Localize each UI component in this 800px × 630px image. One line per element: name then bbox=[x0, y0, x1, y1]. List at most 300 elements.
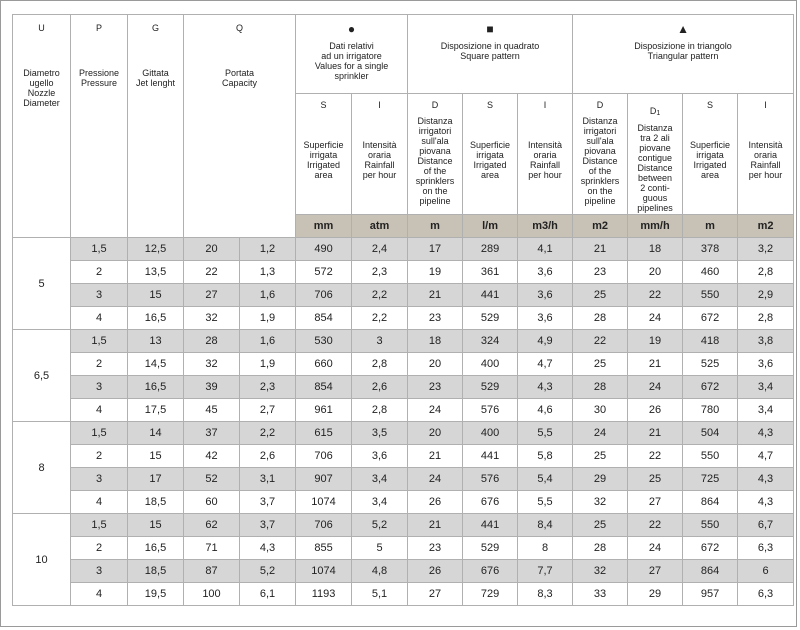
header-jet-length bbox=[128, 15, 184, 238]
table-cell: 854 bbox=[296, 307, 352, 330]
table-cell: 2,2 bbox=[352, 284, 408, 307]
table-cell: 24 bbox=[628, 537, 683, 560]
subcolumn-letter: I bbox=[764, 100, 767, 110]
table-cell: 529 bbox=[463, 537, 518, 560]
table-cell: 2 bbox=[71, 261, 128, 284]
square-pattern-label bbox=[408, 41, 572, 61]
table-cell: 24 bbox=[628, 307, 683, 330]
table-cell: 22 bbox=[184, 261, 240, 284]
table-cell: 26 bbox=[408, 491, 463, 514]
subcolumn-letter: S bbox=[320, 100, 327, 110]
table-cell: 20 bbox=[408, 422, 463, 445]
table-cell: 4,8 bbox=[352, 560, 408, 583]
table-cell: 8 bbox=[518, 537, 573, 560]
table-row bbox=[13, 284, 794, 307]
subcolumn-description bbox=[296, 140, 351, 180]
label-line: oraria bbox=[368, 150, 392, 160]
table-row bbox=[13, 583, 794, 606]
table-cell: 3 bbox=[71, 468, 128, 491]
circle-icon: ● bbox=[347, 22, 356, 36]
subcolumn-letter: S bbox=[707, 100, 714, 110]
label-line: per hour bbox=[528, 170, 562, 180]
table-cell: 24 bbox=[408, 399, 463, 422]
label-line: Distanza bbox=[637, 123, 673, 133]
label-line: Triangular pattern bbox=[647, 51, 719, 61]
table-cell: 529 bbox=[463, 307, 518, 330]
table-cell: 19 bbox=[408, 261, 463, 284]
table-row bbox=[13, 399, 794, 422]
table-cell: 576 bbox=[463, 399, 518, 422]
table-cell: 1,9 bbox=[240, 353, 296, 376]
table-cell: 20 bbox=[628, 261, 683, 284]
table-cell: 26 bbox=[628, 399, 683, 422]
header-triangular-pattern bbox=[573, 15, 794, 94]
nozzle-diameter-cell: 6,5 bbox=[13, 330, 71, 422]
table-cell: 864 bbox=[683, 560, 738, 583]
table-cell: 24 bbox=[628, 376, 683, 399]
label-line: oraria bbox=[533, 150, 557, 160]
table-cell: 28 bbox=[184, 330, 240, 353]
table-cell: 19,5 bbox=[128, 583, 184, 606]
table-cell: 4,9 bbox=[518, 330, 573, 353]
square-icon: ■ bbox=[486, 22, 494, 36]
subheader-i-4 bbox=[518, 94, 573, 215]
table-cell: 23 bbox=[408, 376, 463, 399]
table-cell: 4 bbox=[71, 307, 128, 330]
label-line: piovane bbox=[639, 143, 671, 153]
table-cell: 12,5 bbox=[128, 238, 184, 261]
table-cell: 855 bbox=[296, 537, 352, 560]
table-cell: 3 bbox=[71, 284, 128, 307]
label-line: on the bbox=[422, 186, 448, 196]
table-cell: 21 bbox=[573, 238, 628, 261]
table-cell: 21 bbox=[408, 284, 463, 307]
table-row bbox=[13, 445, 794, 468]
subcolumn-description bbox=[683, 140, 737, 180]
table-cell: 4,7 bbox=[518, 353, 573, 376]
table-cell: 676 bbox=[463, 491, 518, 514]
unit-cell: m3/h bbox=[518, 215, 573, 238]
table-cell: 1,5 bbox=[71, 514, 128, 537]
label-line: sprinkler bbox=[334, 71, 369, 81]
table-cell: 13,5 bbox=[128, 261, 184, 284]
table-cell: 6,7 bbox=[738, 514, 794, 537]
unit-cell: m2 bbox=[738, 215, 794, 238]
label-line: piovana bbox=[419, 146, 451, 156]
table-cell: 550 bbox=[683, 284, 738, 307]
table-cell: 3,4 bbox=[352, 491, 408, 514]
label-line: Values for a single bbox=[314, 61, 389, 71]
nozzle-diameter-label bbox=[13, 68, 70, 108]
table-cell: 39 bbox=[184, 376, 240, 399]
table-cell: 22 bbox=[628, 514, 683, 537]
label-line: guous bbox=[642, 193, 668, 203]
table-row bbox=[13, 560, 794, 583]
nozzle-diameter-cell: 8 bbox=[13, 422, 71, 514]
subheader-s-0 bbox=[296, 94, 352, 215]
unit-cell: m bbox=[683, 215, 738, 238]
table-cell: 2,2 bbox=[352, 307, 408, 330]
table-cell: 4,3 bbox=[240, 537, 296, 560]
table-cell: 3,5 bbox=[352, 422, 408, 445]
table-row bbox=[13, 261, 794, 284]
table-cell: 418 bbox=[683, 330, 738, 353]
subheader-s-3 bbox=[463, 94, 518, 215]
table-cell: 1,9 bbox=[240, 307, 296, 330]
subcolumn-letter: S bbox=[487, 100, 494, 110]
table-cell: 2 bbox=[71, 445, 128, 468]
table-cell: 504 bbox=[683, 422, 738, 445]
table-cell: 21 bbox=[628, 422, 683, 445]
table-cell: 42 bbox=[184, 445, 240, 468]
table-cell: 27 bbox=[184, 284, 240, 307]
table-cell: 3,8 bbox=[738, 330, 794, 353]
table-cell: 32 bbox=[573, 560, 628, 583]
table-cell: 4,7 bbox=[738, 445, 794, 468]
table-cell: 1074 bbox=[296, 491, 352, 514]
table-row bbox=[13, 238, 794, 261]
label-line: of the bbox=[588, 166, 612, 176]
table-cell: 4,3 bbox=[738, 491, 794, 514]
header-single-sprinkler bbox=[296, 15, 408, 94]
label-line: pipeline bbox=[584, 196, 616, 206]
table-cell: 33 bbox=[573, 583, 628, 606]
label-line: Dati relativi bbox=[329, 41, 374, 51]
table-row bbox=[13, 307, 794, 330]
table-cell: 5,4 bbox=[518, 468, 573, 491]
label-line: Portata bbox=[224, 68, 255, 78]
table-cell: 25 bbox=[573, 284, 628, 307]
table-cell: 615 bbox=[296, 422, 352, 445]
table-cell: 23 bbox=[573, 261, 628, 284]
label-line: Irrigated bbox=[307, 160, 341, 170]
pressure-label bbox=[71, 68, 127, 88]
label-line: between bbox=[638, 173, 673, 183]
table-cell: 5,5 bbox=[518, 491, 573, 514]
table-cell: 4,3 bbox=[518, 376, 573, 399]
table-cell: 3 bbox=[352, 330, 408, 353]
table-cell: 1,5 bbox=[71, 238, 128, 261]
table-cell: 20 bbox=[408, 353, 463, 376]
table-cell: 2,7 bbox=[240, 399, 296, 422]
table-cell: 2 bbox=[71, 537, 128, 560]
table-cell: 961 bbox=[296, 399, 352, 422]
label-line: Superficie bbox=[470, 140, 511, 150]
table-cell: 14,5 bbox=[128, 353, 184, 376]
table-cell: 21 bbox=[408, 445, 463, 468]
table-cell: 16,5 bbox=[128, 376, 184, 399]
table-cell: 32 bbox=[573, 491, 628, 514]
label-line: on the bbox=[587, 186, 613, 196]
table-cell: 1,6 bbox=[240, 284, 296, 307]
table-cell: 15 bbox=[128, 284, 184, 307]
subheader-i-8 bbox=[738, 94, 794, 215]
label-line: Diameter bbox=[23, 98, 60, 108]
table-cell: 27 bbox=[628, 491, 683, 514]
table-cell: 18 bbox=[628, 238, 683, 261]
subcolumn-description bbox=[352, 140, 407, 180]
table-cell: 400 bbox=[463, 422, 518, 445]
table-cell: 1,5 bbox=[71, 330, 128, 353]
subcolumn-letter: I bbox=[378, 100, 381, 110]
table-cell: 32 bbox=[184, 353, 240, 376]
table-cell: 1,3 bbox=[240, 261, 296, 284]
table-cell: 24 bbox=[573, 422, 628, 445]
table-cell: 6 bbox=[738, 560, 794, 583]
table-row bbox=[13, 422, 794, 445]
table-cell: 2,4 bbox=[352, 238, 408, 261]
table-cell: 672 bbox=[683, 307, 738, 330]
subcolumn-letter: D bbox=[431, 100, 439, 110]
subheader-d-6 bbox=[628, 94, 683, 215]
label-line: Disposizione in triangolo bbox=[634, 41, 732, 51]
table-cell: 2,6 bbox=[240, 445, 296, 468]
label-line: Nozzle bbox=[27, 88, 56, 98]
column-letter-u: U bbox=[38, 23, 45, 33]
label-line: irrigata bbox=[696, 150, 724, 160]
table-cell: 3,7 bbox=[240, 491, 296, 514]
table-cell: 490 bbox=[296, 238, 352, 261]
table-cell: 6,1 bbox=[240, 583, 296, 606]
subcolumn-description bbox=[628, 123, 682, 213]
capacity-label bbox=[184, 68, 295, 88]
label-line: sull'ala bbox=[586, 136, 614, 146]
label-line: sprinklers bbox=[580, 176, 620, 186]
table-cell: 660 bbox=[296, 353, 352, 376]
label-line: irrigatori bbox=[583, 126, 617, 136]
table-cell: 3 bbox=[71, 376, 128, 399]
nozzle-diameter-cell: 5 bbox=[13, 238, 71, 330]
table-cell: 460 bbox=[683, 261, 738, 284]
table-cell: 864 bbox=[683, 491, 738, 514]
label-line: Rainfall bbox=[364, 160, 395, 170]
table-cell: 27 bbox=[628, 560, 683, 583]
subcolumn-letter: D bbox=[596, 100, 604, 110]
table-cell: 706 bbox=[296, 514, 352, 537]
table-cell: 87 bbox=[184, 560, 240, 583]
table-cell: 21 bbox=[628, 353, 683, 376]
table-cell: 7,7 bbox=[518, 560, 573, 583]
jet-length-label bbox=[128, 68, 183, 88]
table-cell: 4 bbox=[71, 583, 128, 606]
table-cell: 441 bbox=[463, 284, 518, 307]
table-cell: 1,6 bbox=[240, 330, 296, 353]
table-cell: 25 bbox=[573, 353, 628, 376]
table-cell: 62 bbox=[184, 514, 240, 537]
table-cell: 71 bbox=[184, 537, 240, 560]
table-cell: 3,7 bbox=[240, 514, 296, 537]
table-cell: 4,1 bbox=[518, 238, 573, 261]
table-cell: 3,4 bbox=[738, 376, 794, 399]
table-cell: 18 bbox=[408, 330, 463, 353]
table-cell: 550 bbox=[683, 514, 738, 537]
table-cell: 28 bbox=[573, 307, 628, 330]
table-row bbox=[13, 376, 794, 399]
label-line: irrigata bbox=[309, 150, 338, 160]
table-cell: 289 bbox=[463, 238, 518, 261]
table-cell: 3,6 bbox=[738, 353, 794, 376]
table-cell: 3,1 bbox=[240, 468, 296, 491]
table-cell: 957 bbox=[683, 583, 738, 606]
table-cell: 28 bbox=[573, 537, 628, 560]
table-cell: 19 bbox=[628, 330, 683, 353]
subheader-i-1 bbox=[352, 94, 408, 215]
table-cell: 16,5 bbox=[128, 537, 184, 560]
label-line: Pressione bbox=[78, 68, 120, 78]
table-cell: 3,4 bbox=[738, 399, 794, 422]
triangle-icon: ▲ bbox=[677, 22, 689, 36]
label-line: area bbox=[314, 170, 333, 180]
table-cell: 2 bbox=[71, 353, 128, 376]
table-cell: 3,6 bbox=[518, 261, 573, 284]
table-cell: 441 bbox=[463, 514, 518, 537]
label-line: irrigatori bbox=[418, 126, 452, 136]
table-cell: 5,1 bbox=[352, 583, 408, 606]
label-line: Jet lenght bbox=[135, 78, 176, 88]
label-line: Distanza bbox=[582, 116, 618, 126]
label-line: Pressure bbox=[80, 78, 117, 88]
table-cell: 21 bbox=[408, 514, 463, 537]
subcolumn-letter: D bbox=[649, 106, 657, 116]
column-letter-g: G bbox=[151, 23, 159, 33]
table-cell: 3,6 bbox=[518, 307, 573, 330]
table-cell: 378 bbox=[683, 238, 738, 261]
table-cell: 25 bbox=[573, 514, 628, 537]
table-cell: 441 bbox=[463, 445, 518, 468]
table-cell: 725 bbox=[683, 468, 738, 491]
subcolumn-description bbox=[463, 140, 517, 180]
table-cell: 1074 bbox=[296, 560, 352, 583]
table-cell: 780 bbox=[683, 399, 738, 422]
table-cell: 576 bbox=[463, 468, 518, 491]
unit-cell: atm bbox=[352, 215, 408, 238]
label-line: oraria bbox=[754, 150, 778, 160]
subcolumn-description bbox=[518, 140, 572, 180]
unit-cell: m2 bbox=[573, 215, 628, 238]
label-line: Disposizione in quadrato bbox=[440, 41, 540, 51]
table-cell: 2,8 bbox=[352, 399, 408, 422]
table-cell: 14 bbox=[128, 422, 184, 445]
label-line: per hour bbox=[362, 170, 397, 180]
table-cell: 60 bbox=[184, 491, 240, 514]
table-row bbox=[13, 537, 794, 560]
table-cell: 729 bbox=[463, 583, 518, 606]
triangular-pattern-label bbox=[573, 41, 793, 61]
table-cell: 15 bbox=[128, 445, 184, 468]
subheader-s-7 bbox=[683, 94, 738, 215]
header-nozzle-diameter bbox=[13, 15, 71, 238]
unit-cell: mm/h bbox=[628, 215, 683, 238]
table-cell: 2,6 bbox=[352, 376, 408, 399]
label-line: Distance bbox=[582, 156, 618, 166]
label-line: piovana bbox=[584, 146, 616, 156]
table-cell: 25 bbox=[573, 445, 628, 468]
table-cell: 16,5 bbox=[128, 307, 184, 330]
table-cell: 8,4 bbox=[518, 514, 573, 537]
label-line: Distanza bbox=[417, 116, 453, 126]
label-line: of the bbox=[423, 166, 447, 176]
table-cell: 37 bbox=[184, 422, 240, 445]
table-cell: 45 bbox=[184, 399, 240, 422]
label-line: tra 2 ali bbox=[640, 133, 670, 143]
table-cell: 100 bbox=[184, 583, 240, 606]
subheader-d-2 bbox=[408, 94, 463, 215]
table-cell: 15 bbox=[128, 514, 184, 537]
label-line: Irrigated bbox=[693, 160, 727, 170]
table-cell: 2,3 bbox=[352, 261, 408, 284]
table-cell: 5,2 bbox=[240, 560, 296, 583]
table-cell: 28 bbox=[573, 376, 628, 399]
unit-cell: mm bbox=[296, 215, 352, 238]
subcolumn-letter: I bbox=[543, 100, 547, 110]
label-line: sull'ala bbox=[421, 136, 449, 146]
label-line: Distance bbox=[637, 163, 673, 173]
table-cell: 6,3 bbox=[738, 537, 794, 560]
table-cell: 17,5 bbox=[128, 399, 184, 422]
header-square-pattern bbox=[408, 15, 573, 94]
header-pressure bbox=[71, 15, 128, 238]
table-cell: 29 bbox=[573, 468, 628, 491]
table-cell: 52 bbox=[184, 468, 240, 491]
table-cell: 17 bbox=[128, 468, 184, 491]
table-cell: 13 bbox=[128, 330, 184, 353]
table-cell: 8,3 bbox=[518, 583, 573, 606]
table-cell: 3 bbox=[71, 560, 128, 583]
label-line: Diametro bbox=[23, 68, 60, 78]
table-cell: 1193 bbox=[296, 583, 352, 606]
subheader-d-5 bbox=[573, 94, 628, 215]
subscript: 1 bbox=[656, 110, 661, 117]
table-cell: 4,6 bbox=[518, 399, 573, 422]
table-row bbox=[13, 330, 794, 353]
table-row bbox=[13, 468, 794, 491]
label-line: Capacity bbox=[222, 78, 258, 88]
label-line: sprinklers bbox=[415, 176, 455, 186]
table-cell: 672 bbox=[683, 537, 738, 560]
label-line: Intensità bbox=[528, 140, 563, 150]
subcolumn-description bbox=[738, 140, 793, 180]
table-cell: 706 bbox=[296, 284, 352, 307]
table-row bbox=[13, 514, 794, 537]
table-cell: 4 bbox=[71, 491, 128, 514]
table-cell: 706 bbox=[296, 445, 352, 468]
label-line: Gittata bbox=[142, 68, 169, 78]
label-line: area bbox=[481, 170, 500, 180]
label-line: Intensità bbox=[748, 140, 783, 150]
label-line: contigue bbox=[638, 153, 673, 163]
table-cell: 30 bbox=[573, 399, 628, 422]
table-cell: 5,8 bbox=[518, 445, 573, 468]
table-cell: 854 bbox=[296, 376, 352, 399]
column-letter-q: Q bbox=[236, 23, 244, 33]
table-cell: 361 bbox=[463, 261, 518, 284]
table-cell: 22 bbox=[628, 284, 683, 307]
table-cell: 2,9 bbox=[738, 284, 794, 307]
unit-cell: l/m bbox=[463, 215, 518, 238]
table-cell: 2,8 bbox=[738, 261, 794, 284]
table-cell: 2,3 bbox=[240, 376, 296, 399]
table-cell: 22 bbox=[573, 330, 628, 353]
label-line: pipeline bbox=[419, 196, 451, 206]
label-line: Distance bbox=[417, 156, 453, 166]
table-cell: 4 bbox=[71, 399, 128, 422]
table-cell: 5,5 bbox=[518, 422, 573, 445]
table-cell: 2,2 bbox=[240, 422, 296, 445]
table-cell: 20 bbox=[184, 238, 240, 261]
table-cell: 1,5 bbox=[71, 422, 128, 445]
table-cell: 525 bbox=[683, 353, 738, 376]
label-line: Intensità bbox=[362, 140, 397, 150]
